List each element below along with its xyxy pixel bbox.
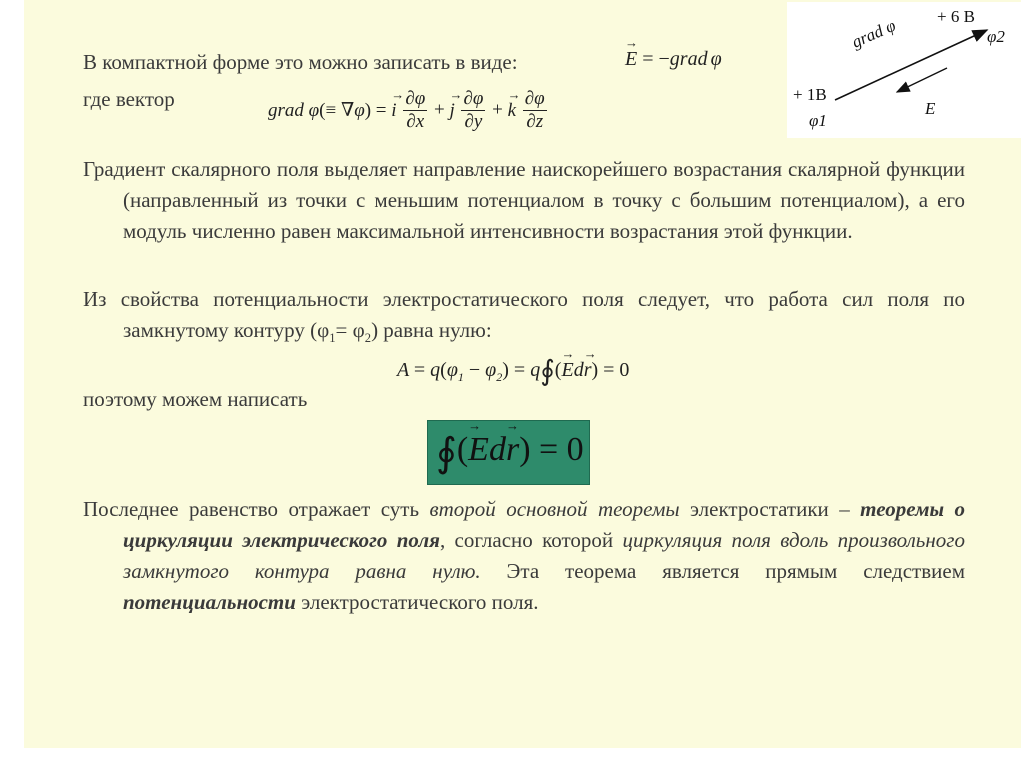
label-e: E	[925, 99, 936, 118]
label-phi2: φ2	[987, 27, 1005, 46]
paragraph-theorem	[83, 494, 965, 618]
line-therefore: поэтому можем написать	[83, 387, 308, 411]
sub-2: 2	[364, 331, 372, 346]
para3-bold-1: теоремы о циркуляции электрического поля	[123, 497, 965, 552]
para3-t2: электростатики –	[679, 497, 861, 521]
para3-t5: электростатического поля.	[295, 590, 539, 614]
gradient-figure	[787, 2, 1021, 138]
formula-circulation-box	[427, 420, 590, 485]
label-plus6: + 6 B	[937, 7, 975, 26]
line-compact-form: В компактной форме это можно записать в виде:	[83, 50, 518, 74]
para2-part-b: = φ	[335, 318, 365, 342]
para2-part-a: Из свойства потенциальности электростатического поля следует, что работа сил поля по замкнутому контуру (φ	[83, 287, 965, 342]
formula-work: $A = q(\varphi_1 - \varphi_2)$ = q∮(→ Ed→ r) = 0	[397, 354, 629, 388]
formula-e-grad: → E = −grad φ	[625, 48, 722, 71]
para2-part-c: ) равна нулю:	[371, 318, 492, 342]
gradient-diagram	[787, 2, 1021, 138]
e-field-arrow	[897, 68, 947, 92]
formula-circulation: ∮(→ Ed→ r) = 0	[436, 429, 584, 476]
para3-bold-2: потенциальности	[123, 590, 296, 614]
label-phi1: φ1	[809, 111, 827, 130]
label-plus1: + 1B	[793, 85, 827, 104]
formula-gradient-def: grad φ(≡ ∇φ) = → i $\frac{\partial\varphi}{\partial x}$ + → j $\frac{\partial\varphi}{\partial y}$ + → k $\frac{\partial\varphi}{\partial z}$	[268, 88, 549, 133]
label-grad: grad φ	[848, 15, 899, 52]
sub-1: 1	[329, 331, 336, 346]
line-where-vector: где вектор	[83, 87, 175, 111]
paragraph-gradient: Градиент скалярного поля выделяет направление наискорейшего возрастания скалярной функции (направленный из точки с меньшим потенциалом в точку с большим потенциалом), а его модуль численно равен максимальной интенсивности возрастания этой функции.	[83, 157, 965, 243]
para3-t4: Эта теорема является прямым следствием	[480, 559, 965, 583]
para3-italic-1: второй основной теоремы	[429, 497, 680, 521]
paragraph-potential	[83, 284, 965, 354]
para3-t3: , согласно которой	[439, 528, 623, 552]
para3-italic-2: циркуляция поля вдоль произвольного замкнутого контура равна нулю.	[123, 528, 965, 583]
para3-t1: Последнее равенство отражает суть	[83, 497, 430, 521]
